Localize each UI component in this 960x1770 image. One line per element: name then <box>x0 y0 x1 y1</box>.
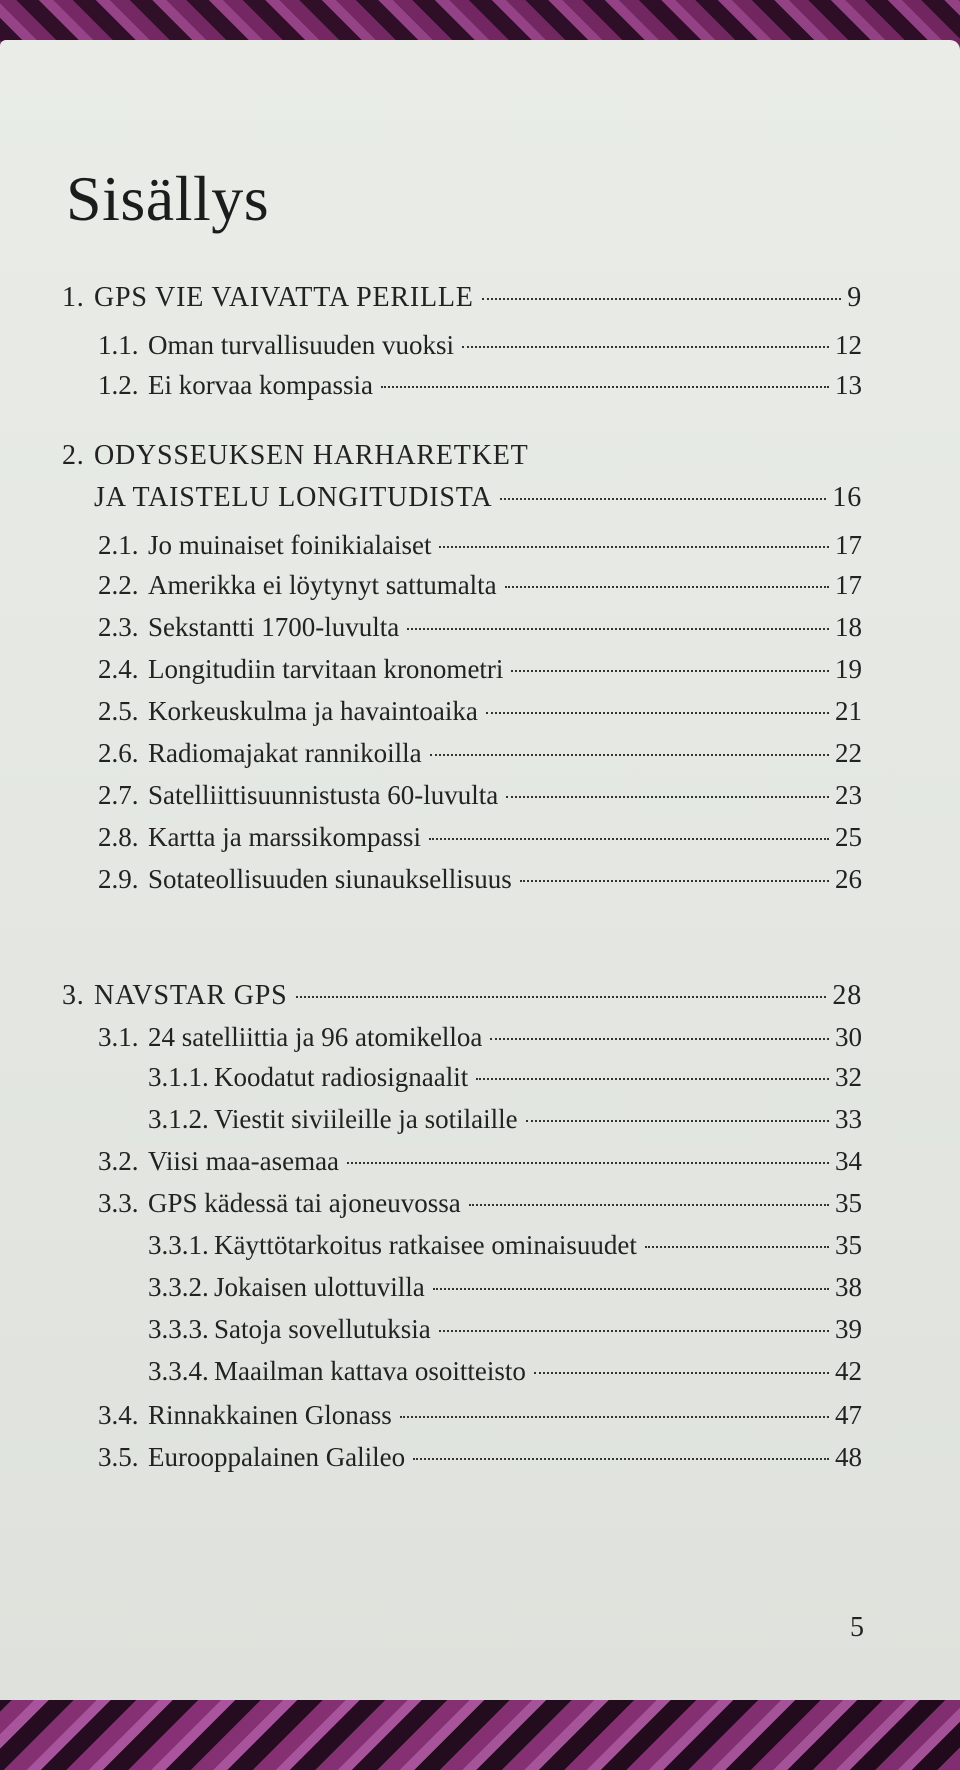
background-fabric-bottom <box>0 1700 960 1770</box>
toc-dot-leader <box>439 1330 829 1332</box>
toc-page-reference: 34 <box>835 1146 862 1176</box>
toc-entry-label: Amerikka ei löytynyt sattumalta <box>148 570 497 600</box>
toc-chapter-entry <box>62 482 862 514</box>
toc-section-entry <box>148 1104 862 1135</box>
toc-entry-number: 2.5. <box>98 696 139 726</box>
toc-dot-leader <box>476 1078 829 1080</box>
toc-page-reference: 23 <box>835 780 862 810</box>
toc-entry-number: 3.5. <box>98 1442 139 1472</box>
toc-page-reference: 16 <box>832 482 862 513</box>
toc-entry-number: 2.3. <box>98 612 139 642</box>
toc-dot-leader <box>462 346 829 348</box>
toc-entry-label-line1: ODYSSEUKSEN HARHARETKET <box>94 440 529 471</box>
page-number: 5 <box>850 1612 864 1643</box>
toc-dot-leader <box>407 628 829 630</box>
toc-dot-leader <box>511 670 829 672</box>
toc-section-entry <box>98 1188 862 1219</box>
toc-entry-label: Sotateollisuuden siunauksellisuus <box>148 864 512 894</box>
toc-page-reference: 39 <box>835 1314 862 1344</box>
toc-dot-leader <box>486 712 829 714</box>
toc-section-entry <box>98 864 862 895</box>
toc-entry-label: Radiomajakat rannikoilla <box>148 738 422 768</box>
toc-entry-label: GPS VIE VAIVATTA PERILLE <box>94 282 474 313</box>
toc-page-reference: 33 <box>835 1104 862 1134</box>
toc-section-entry <box>98 1442 862 1473</box>
toc-page-reference: 35 <box>835 1188 862 1218</box>
toc-dot-leader <box>400 1416 829 1418</box>
toc-page-reference: 32 <box>835 1062 862 1092</box>
toc-section-entry <box>98 780 862 811</box>
toc-entry-number: 3.1.2. <box>148 1104 209 1134</box>
toc-section-entry <box>98 1022 862 1053</box>
toc-section-entry <box>98 530 862 561</box>
toc-entry-number: 1. <box>62 282 85 313</box>
toc-dot-leader <box>520 880 829 882</box>
toc-entry-label: Maailman kattava osoitteisto <box>214 1356 526 1386</box>
toc-entry-label: GPS kädessä tai ajoneuvossa <box>148 1188 461 1218</box>
toc-entry-label: Viestit siviileille ja sotilaille <box>214 1104 518 1134</box>
toc-chapter-title-line1 <box>62 440 529 472</box>
toc-entry-label: Koodatut radiosignaalit <box>214 1062 469 1092</box>
toc-entry-number: 3.3.1. <box>148 1230 209 1260</box>
toc-entry-number: 3.4. <box>98 1400 139 1430</box>
toc-dot-leader <box>500 498 826 500</box>
toc-page-reference: 17 <box>835 530 862 560</box>
toc-entry-number: 3.3.2. <box>148 1272 209 1302</box>
toc-section-entry <box>98 654 862 685</box>
toc-entry-number: 2.8. <box>98 822 139 852</box>
toc-chapter-entry <box>62 282 862 314</box>
toc-page-reference: 18 <box>835 612 862 642</box>
toc-entry-number: 3.1. <box>98 1022 139 1052</box>
toc-page-reference: 42 <box>835 1356 862 1386</box>
toc-dot-leader <box>413 1458 829 1460</box>
toc-dot-leader <box>490 1038 829 1040</box>
toc-entry-number: 1.1. <box>98 330 139 360</box>
toc-dot-leader <box>347 1162 829 1164</box>
toc-section-entry <box>98 738 862 769</box>
toc-entry-label: Oman turvallisuuden vuoksi <box>148 330 454 360</box>
toc-page-reference: 17 <box>835 570 862 600</box>
toc-dot-leader <box>439 546 829 548</box>
toc-entry-label: Satoja sovellutuksia <box>214 1314 431 1344</box>
toc-section-entry <box>98 822 862 853</box>
toc-entry-label: Jokaisen ulottuvilla <box>214 1272 425 1302</box>
toc-dot-leader <box>505 586 829 588</box>
toc-page-reference: 28 <box>832 980 862 1011</box>
toc-dot-leader <box>645 1246 829 1248</box>
toc-page-reference: 9 <box>847 282 862 313</box>
toc-entry-label: 24 satelliittia ja 96 atomikelloa <box>148 1022 483 1052</box>
toc-section-entry <box>98 612 862 643</box>
toc-entry-number: 2. <box>62 440 85 471</box>
toc-page-reference: 47 <box>835 1400 862 1430</box>
toc-page-reference: 25 <box>835 822 862 852</box>
toc-section-entry <box>98 1146 862 1177</box>
toc-entry-label: Jo muinaiset foinikialaiset <box>148 530 432 560</box>
toc-dot-leader <box>430 754 829 756</box>
toc-section-entry <box>98 370 862 401</box>
toc-section-entry <box>98 1400 862 1431</box>
toc-section-entry <box>148 1230 862 1261</box>
toc-entry-number: 2.7. <box>98 780 139 810</box>
toc-entry-label: Ei korvaa kompassia <box>148 370 373 400</box>
toc-entry-number: 2.4. <box>98 654 139 684</box>
page-title: Sisällys <box>66 163 270 234</box>
toc-entry-label: JA TAISTELU LONGITUDISTA <box>94 482 493 513</box>
toc-page-reference: 13 <box>835 370 862 400</box>
table-of-contents <box>0 40 960 1700</box>
toc-entry-number: 1.2. <box>98 370 139 400</box>
toc-entry-label: Rinnakkainen Glonass <box>148 1400 392 1430</box>
toc-section-entry <box>148 1314 862 1345</box>
toc-page-reference: 35 <box>835 1230 862 1260</box>
toc-dot-leader <box>381 386 829 388</box>
toc-dot-leader <box>433 1288 829 1290</box>
toc-dot-leader <box>526 1120 829 1122</box>
toc-entry-label: Kartta ja marssikompassi <box>148 822 421 852</box>
toc-entry-number: 3.3.4. <box>148 1356 209 1386</box>
toc-page-reference: 12 <box>835 330 862 360</box>
toc-chapter-entry <box>62 980 862 1012</box>
toc-section-entry <box>98 570 862 601</box>
toc-entry-number: 2.1. <box>98 530 139 560</box>
toc-entry-label: Käyttötarkoitus ratkaisee ominaisuudet <box>214 1230 637 1260</box>
toc-entry-number: 3.1.1. <box>148 1062 209 1092</box>
toc-page-reference: 21 <box>835 696 862 726</box>
toc-entry-number: 3. <box>62 980 85 1011</box>
toc-dot-leader <box>506 796 829 798</box>
toc-page-reference: 19 <box>835 654 862 684</box>
toc-page-reference: 48 <box>835 1442 862 1472</box>
toc-entry-number: 3.3. <box>98 1188 139 1218</box>
toc-section-entry <box>148 1356 862 1387</box>
toc-section-entry <box>148 1062 862 1093</box>
toc-page-reference: 26 <box>835 864 862 894</box>
toc-section-entry <box>148 1272 862 1303</box>
toc-entry-number: 2.9. <box>98 864 139 894</box>
toc-entry-label: Korkeuskulma ja havaintoaika <box>148 696 478 726</box>
toc-entry-label: NAVSTAR GPS <box>94 980 288 1011</box>
toc-entry-number: 3.2. <box>98 1146 139 1176</box>
toc-entry-label: Longitudiin tarvitaan kronometri <box>148 654 504 684</box>
toc-dot-leader <box>296 996 827 998</box>
toc-page-reference: 38 <box>835 1272 862 1302</box>
toc-dot-leader <box>534 1372 829 1374</box>
toc-entry-number: 2.2. <box>98 570 139 600</box>
toc-section-entry <box>98 330 862 361</box>
toc-page-reference: 22 <box>835 738 862 768</box>
toc-entry-label: Viisi maa-asemaa <box>148 1146 340 1176</box>
toc-section-entry <box>98 696 862 727</box>
book-page <box>0 40 960 1700</box>
toc-dot-leader <box>482 298 841 300</box>
toc-page-reference: 30 <box>835 1022 862 1052</box>
toc-entry-number: 3.3.3. <box>148 1314 209 1344</box>
toc-entry-label: Sekstantti 1700-luvulta <box>148 612 400 642</box>
toc-entry-label: Eurooppalainen Galileo <box>148 1442 406 1472</box>
toc-entry-label: Satelliittisuunnistusta 60-luvulta <box>148 780 499 810</box>
toc-entry-number: 2.6. <box>98 738 139 768</box>
toc-dot-leader <box>469 1204 829 1206</box>
toc-dot-leader <box>429 838 829 840</box>
